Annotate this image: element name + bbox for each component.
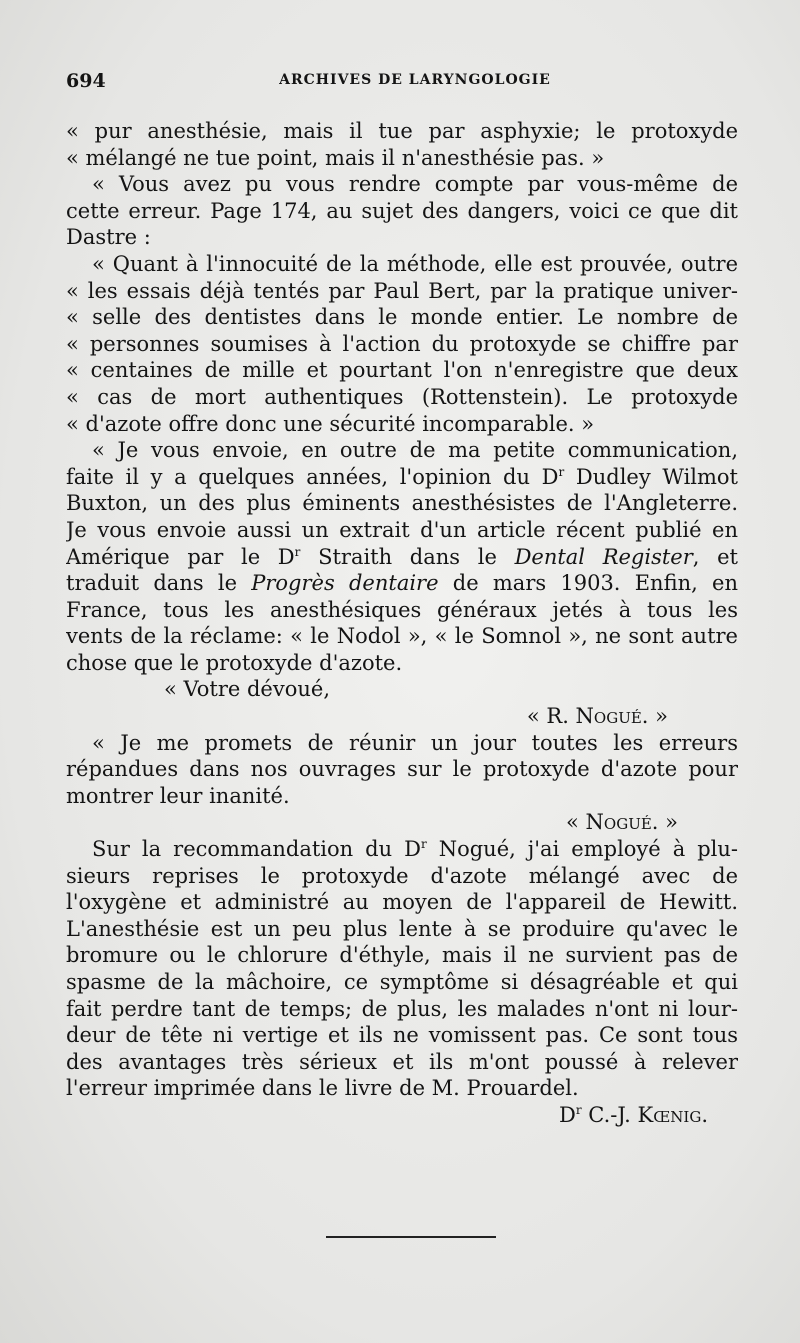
text-line: « cas de mort authentiques (Rottenstein). Le protoxyde [66, 384, 738, 409]
text-line: spasme de la mâchoire, ce symptôme si désagréable et qui [66, 970, 738, 994]
text-fragment: Nogué, j'ai employé à plu- [426, 837, 738, 862]
text-fragment: , et [692, 544, 738, 569]
text-fragment: faite il y a quelques années, l'opinion du D [66, 464, 559, 489]
text-fragment: . [701, 1102, 708, 1127]
text-line: l'oxygène et administré au moyen de l'appareil de Hewitt. [66, 890, 738, 915]
text-line [66, 544, 738, 571]
signature-name: Nogué [575, 704, 642, 729]
text-line: Je vous envoie aussi un extrait d'un article récent publié en [66, 517, 738, 542]
text-fragment: traduit dans le [66, 571, 252, 596]
text-line: fait perdre tant de temps; de plus, les malades n'ont ni lour- [66, 996, 738, 1021]
text-line: « personnes soumises à l'action du protoxyde se chiffre par [66, 331, 738, 356]
text-fragment: D [559, 1102, 576, 1127]
text-line: « d'azote offre donc une sécurité incomparable. » [66, 411, 595, 436]
page-header [62, 70, 738, 98]
journal-title: Dental Register [514, 544, 693, 569]
signature-name: Kœnig [637, 1102, 702, 1127]
text-fragment: . » [641, 704, 668, 729]
text-line: bromure ou le chlorure d'éthyle, mais il ne survient pas de [66, 943, 738, 968]
signature-line [66, 703, 738, 730]
body-text [66, 118, 738, 1129]
text-line: « centaines de mille et pourtant l'on n'enregistre que deux [66, 358, 738, 383]
text-fragment: « R. [526, 704, 576, 729]
journal-title: Progrès dentaire [251, 571, 439, 596]
text-line: « Vous avez pu vous rendre compte par vous-même de [92, 172, 738, 197]
text-fragment: Dudley Wilmot [564, 464, 738, 489]
closing-line: « Votre dévoué, [164, 677, 330, 702]
text-line: vents de la réclame: « le Nodol », « le Somnol », ne sont autre [66, 624, 738, 649]
text-line: répandues dans nos ouvrages sur le protoxyde d'azote pour [66, 757, 738, 782]
text-fragment: « [566, 810, 586, 835]
section-divider [326, 1236, 496, 1238]
text-line: Dastre : [66, 225, 151, 250]
superscript: r [420, 837, 427, 852]
text-line: « Je vous envoie, en outre de ma petite communication, [92, 438, 738, 463]
superscript: r [558, 464, 565, 479]
text-fragment: . » [651, 810, 678, 835]
text-line: « mélangé ne tue point, mais il n'anesthésie pas. » [66, 145, 605, 170]
text-line: cette erreur. Page 174, au sujet des dangers, voici ce que dit [66, 198, 738, 223]
text-line: deur de tête ni vertige et ils ne vomissent pas. Ce sont tous [66, 1023, 738, 1048]
text-line: Buxton, un des plus éminents anesthésistes de l'Angleterre. [66, 491, 738, 516]
text-line [66, 464, 738, 491]
text-fragment: Amérique par le D [66, 544, 295, 569]
text-line: montrer leur inanité. [66, 783, 290, 808]
text-line: sieurs reprises le protoxyde d'azote mélangé avec de [66, 863, 738, 888]
signature-line [66, 809, 738, 836]
text-line: « Je me promets de réunir un jour toutes les erreurs [92, 730, 738, 755]
text-line: « Quant à l'innocuité de la méthode, elle est prouvée, outre [92, 251, 738, 276]
superscript: r [575, 1102, 582, 1117]
text-line: L'anesthésie est un peu plus lente à se produire qu'avec le [66, 916, 738, 941]
text-line: « selle des dentistes dans le monde entier. Le nombre de [66, 305, 738, 330]
text-fragment: Sur la recommandation du D [92, 837, 421, 862]
text-fragment: de mars 1903. Enfin, en [438, 571, 738, 596]
author-signature [66, 1102, 738, 1129]
text-fragment: C.-J. [581, 1102, 638, 1127]
text-line: France, tous les anesthésiques généraux jetés à tous les [66, 597, 738, 622]
text-line: « les essais déjà tentés par Paul Bert, par la pratique univer- [66, 278, 738, 303]
signature-name: Nogué [585, 810, 652, 835]
text-fragment: Straith dans le [300, 544, 515, 569]
text-line: l'erreur imprimée dans le livre de M. Prouardel. [66, 1076, 579, 1101]
text-line: chose que le protoxyde d'azote. [66, 650, 403, 675]
superscript: r [294, 544, 301, 559]
text-line: « pur anesthésie, mais il tue par asphyxie; le protoxyde [66, 119, 738, 143]
running-title: ARCHIVES DE LARYNGOLOGIE [279, 72, 551, 88]
text-line [66, 836, 738, 863]
text-line [66, 570, 738, 597]
text-line: des avantages très sérieux et ils m'ont poussé à relever [66, 1049, 738, 1074]
page-number: 694 [66, 70, 106, 92]
